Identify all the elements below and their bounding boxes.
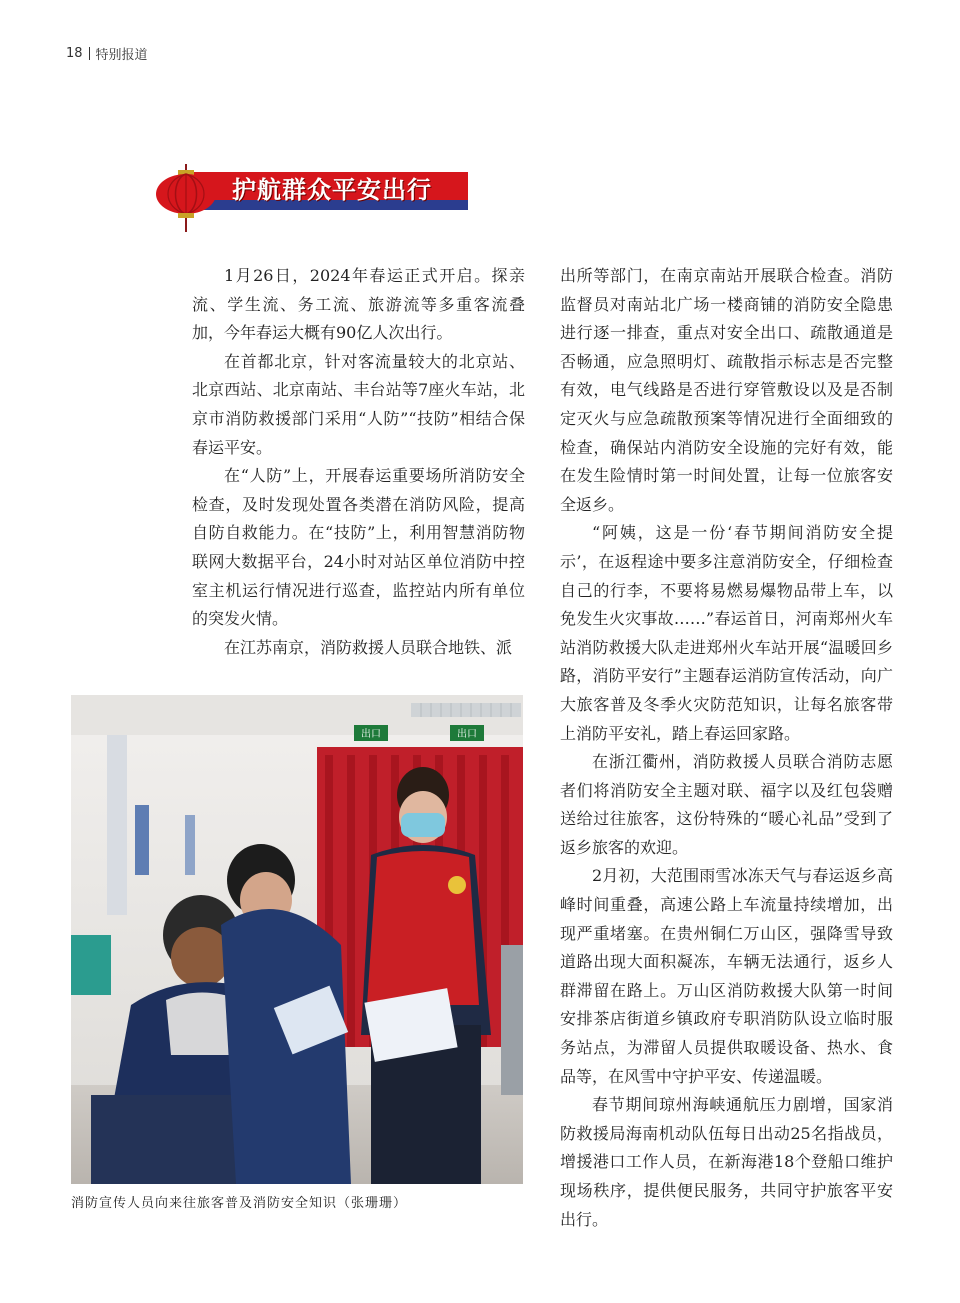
article-right-column: [560, 262, 893, 1234]
banner-title: 护航群众平安出行: [232, 176, 432, 204]
photo-illustration: [71, 695, 523, 1184]
section-banner: [154, 164, 474, 234]
paragraph: 在“人防”上，开展春运重要场所消防安全检查，及时发现处置各类潜在消防风险，提高自防自救能力。在“技防”上，利用智慧消防物联网大数据平台，24小时对站区单位消防中控室主机运行情况进行巡查，监控站内所有单位的突发火情。: [192, 466, 525, 629]
photo-caption: 消防宣传人员向来往旅客普及消防安全知识（张珊珊）: [71, 1196, 408, 1211]
paragraph: 1月26日，2024年春运正式开启。探亲流、学生流、务工流、旅游流等多重客流叠加，今年春运大概有90亿人次出行。: [192, 266, 525, 343]
lantern-icon: [154, 164, 224, 234]
section-label: 特别报道: [95, 48, 148, 63]
paragraph: 2月初，大范围雨雪冰冻天气与春运返乡高峰时间重叠，高速公路上车流量持续增加，出现严重堵塞。在贵州铜仁万山区，强降雪导致道路出现大面积凝冻，车辆无法通行，返乡人群滞留在路上。万山区消防救援大队第一时间安排茶店街道乡镇政府专职消防队设立临时服务站点，为滞留人员提供取暖设备、热水、食品等，在风雪中守护平安、传递温暖。: [560, 866, 893, 1086]
article-photo: [71, 695, 523, 1184]
header-divider: [89, 47, 90, 60]
paragraph: 在江苏南京，消防救援人员联合地铁、派: [224, 637, 513, 657]
page-header: [66, 44, 148, 63]
page-number: 18: [66, 46, 83, 61]
article-left-column: [192, 262, 525, 662]
paragraph: 在浙江衢州，消防救援人员联合消防志愿者们将消防安全主题对联、福字以及红包袋赠送给过往旅客，这份特殊的“暖心礼品”受到了返乡旅客的欢迎。: [560, 752, 893, 857]
paragraph: 在首都北京，针对客流量较大的北京站、北京西站、北京南站、丰台站等7座火车站，北京市消防救援部门采用“人防”“技防”相结合保春运平安。: [192, 351, 525, 457]
paragraph: 出所等部门，在南京南站开展联合检查。消防监督员对南站北广场一楼商铺的消防安全隐患进行逐一排查，重点对安全出口、疏散通道是否畅通，应急照明灯、疏散指示标志是否完整有效，电气线路是否进行穿管敷设以及是否制定灭火与应急疏散预案等情况进行全面细致的检查，确保站内消防安全设施的完好有效，能在发生险情时第一时间处置，让每一位旅客安全返乡。: [560, 266, 893, 514]
paragraph: 春节期间琼州海峡通航压力剧增，国家消防救援局海南机动队伍每日出动25名指战员，增援港口工作人员，在新海港18个登船口维护现场秩序，提供便民服务，共同守护旅客平安出行。: [560, 1095, 893, 1229]
exit-sign-left: 出口: [361, 729, 381, 740]
paragraph: “阿姨，这是一份‘春节期间消防安全提示’，在返程途中要多注意消防安全，仔细检查自己的行李，不要将易燃易爆物品带上车，以免发生火灾事故……”春运首日，河南郑州火车站消防救援大队走进郑州火车站开展“温暖回乡路，消防平安行”主题春运消防宣传活动，向广大旅客普及冬季火灾防范知识，让每名旅客带上消防平安礼，踏上春运回家路。: [560, 523, 893, 743]
exit-sign-right: 出口: [457, 729, 477, 740]
